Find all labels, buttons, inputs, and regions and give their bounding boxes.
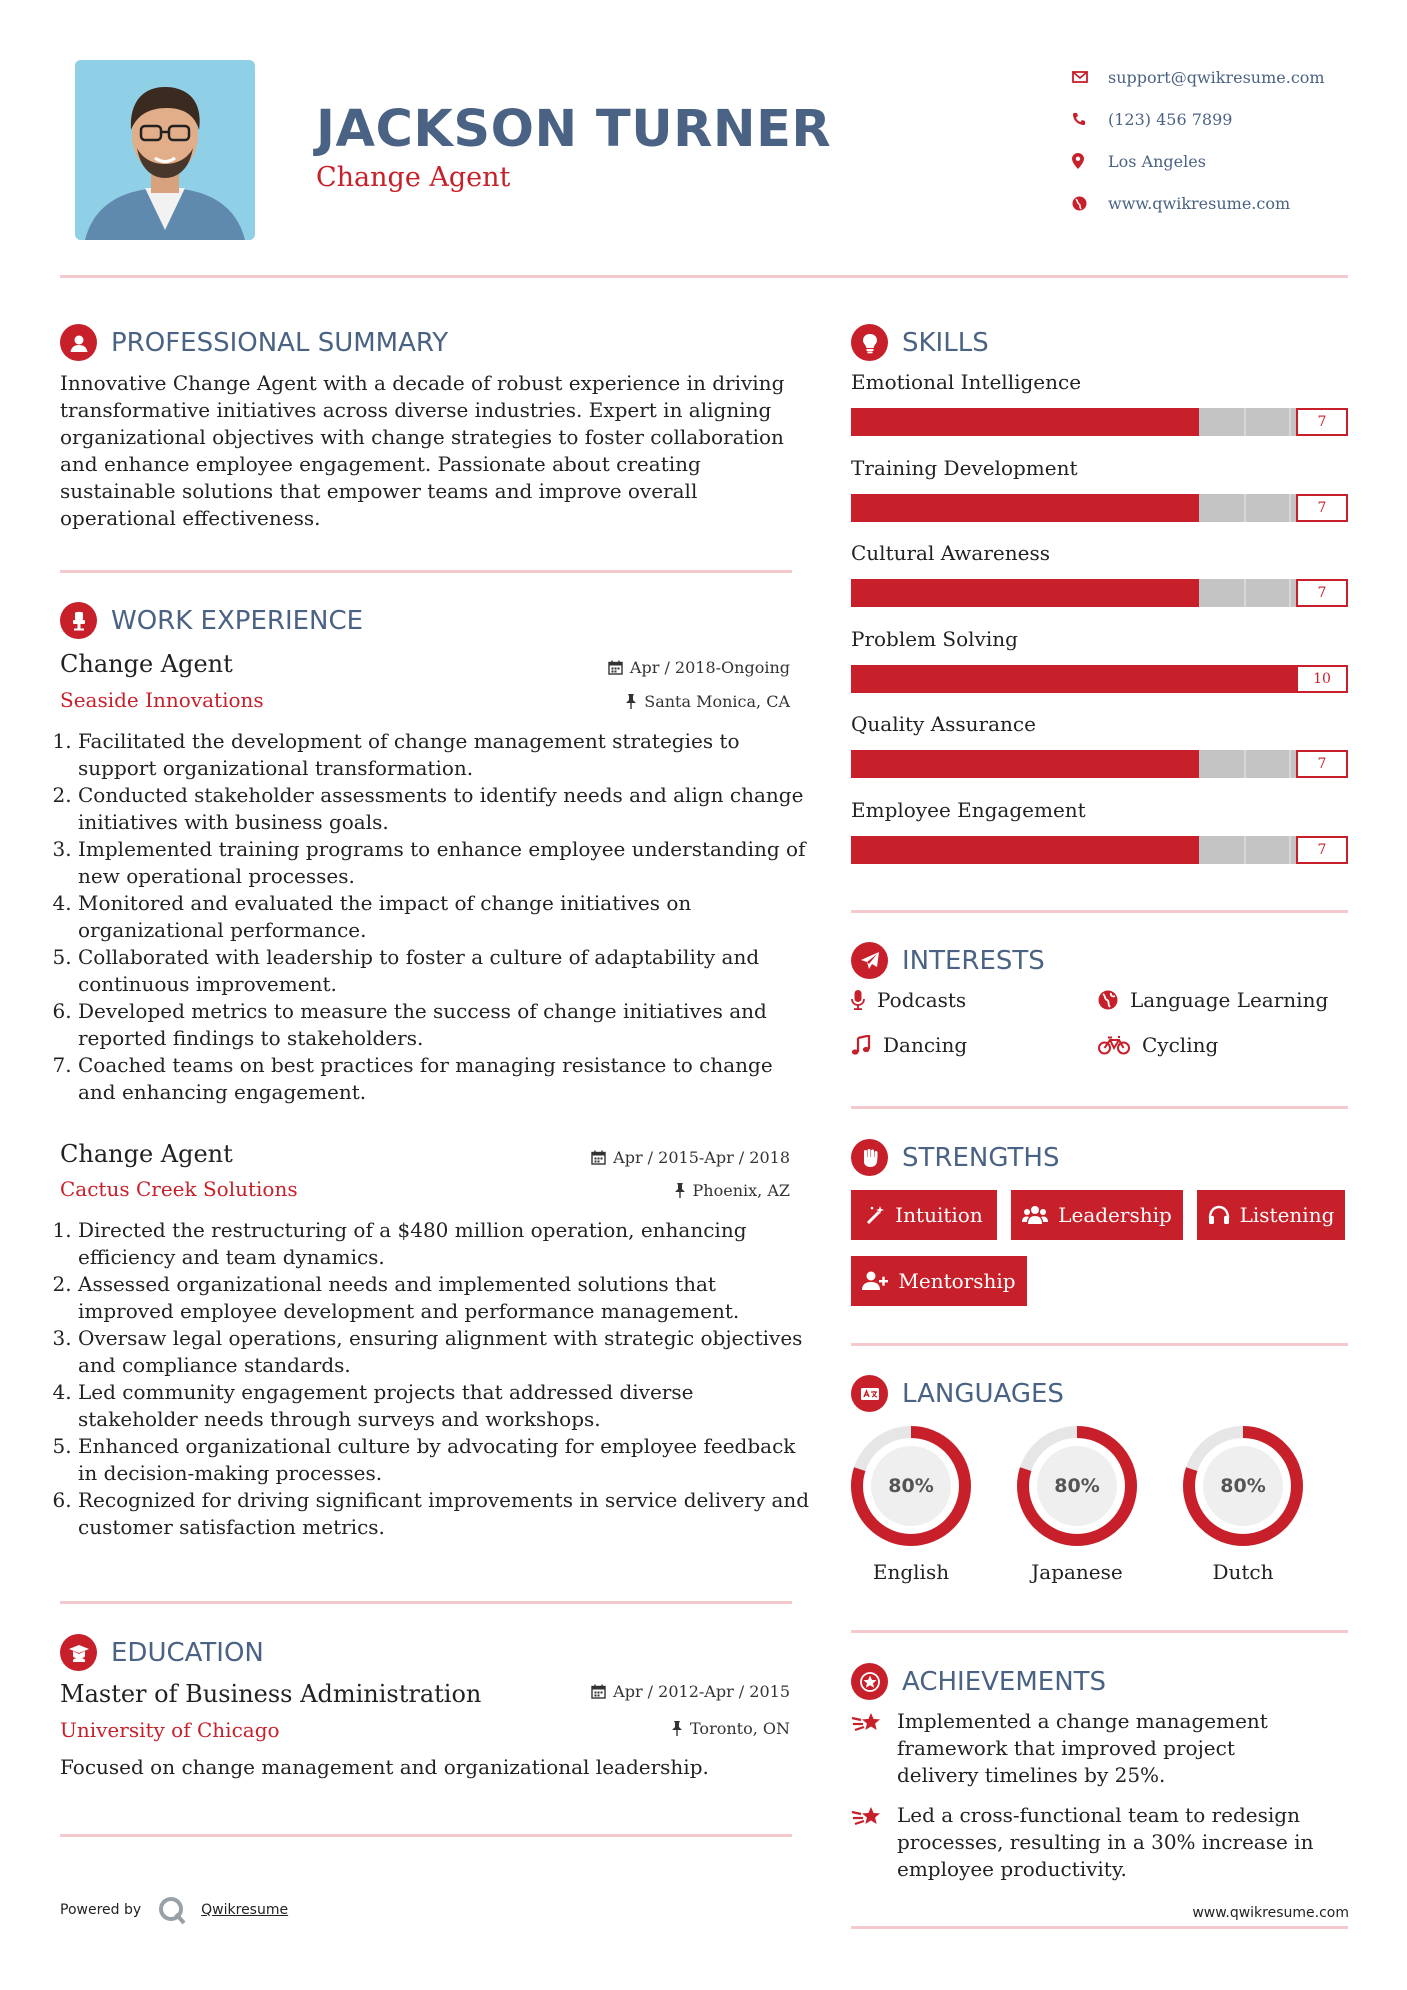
paper-plane-icon (851, 942, 888, 979)
strength-label: Intuition (895, 1203, 983, 1227)
job-2-title: Change Agent (60, 1140, 233, 1168)
interest-label: Dancing (883, 1033, 968, 1057)
skill-bar-segment (1289, 579, 1291, 607)
skill-bar (851, 494, 1348, 522)
skill-score: 7 (1296, 579, 1348, 607)
skill-bar-segment (1244, 408, 1246, 436)
strength-mentorship (851, 1256, 1027, 1306)
skill-score: 10 (1296, 665, 1348, 693)
skill-bar-segment (1289, 494, 1291, 522)
education-description: Focused on change management and organizational leadership. (60, 1755, 709, 1779)
language-item (849, 1424, 973, 1584)
skill-bar (851, 836, 1348, 864)
contact-phone[interactable] (1072, 98, 1392, 140)
profile-photo (75, 60, 255, 240)
skill-bar-segment (1289, 408, 1291, 436)
interest-label: Podcasts (877, 988, 967, 1012)
skill-name: Problem Solving (851, 626, 1018, 651)
achievements-heading-text: ACHIEVEMENTS (902, 1666, 1107, 1697)
candidate-role: Change Agent (316, 162, 511, 193)
interests-heading (851, 942, 1045, 979)
skill-bar-fill (851, 665, 1348, 693)
pushpin-icon (674, 1183, 686, 1198)
powered-by-text: Powered by (60, 1902, 142, 1918)
job-1-dates-text: Apr / 2018-Ongoing (629, 658, 790, 677)
footer-powered-by (60, 1895, 288, 1925)
languages-divider (851, 1630, 1348, 1633)
skill-score: 7 (1296, 408, 1348, 436)
job-2-location-text: Phoenix, AZ (692, 1181, 790, 1200)
shooting-star-icon (851, 1708, 897, 1789)
language-percent: 80% (1203, 1446, 1283, 1526)
footer-divider (851, 1926, 1348, 1929)
footer-website[interactable]: www.qwikresume.com (1192, 1905, 1349, 1921)
skill-bar-fill (851, 494, 1199, 522)
contact-phone-text: (123) 456 7899 (1108, 109, 1233, 129)
skill-bar-fill (851, 579, 1199, 607)
experience-heading (60, 602, 363, 639)
strength-label: Listening (1239, 1203, 1335, 1227)
skill-name: Cultural Awareness (851, 541, 1050, 565)
language-ring (1015, 1424, 1139, 1548)
job-1-location (625, 692, 790, 711)
globe-icon (1072, 196, 1108, 211)
list-item: 3. Implemented training programs to enhance employee understanding of new operational processes. (78, 836, 815, 890)
summary-divider (60, 570, 792, 573)
job-2-bullets (60, 1217, 815, 1541)
lightbulb-icon (851, 324, 888, 361)
list-item: 7. Coached teams on best practices for managing resistance to change and enhancing engagement. (78, 1052, 815, 1106)
list-item: 1. Facilitated the development of change management strategies to support organizational transformation. (78, 728, 815, 782)
job-1-bullets (60, 728, 815, 1106)
interest-label: Cycling (1142, 1033, 1219, 1057)
calendar-icon (591, 1150, 606, 1165)
header-divider (60, 275, 1348, 278)
skill-bar-segment (1244, 494, 1246, 522)
list-item: 4. Led community engagement projects that addressed diverse stakeholder needs through surveys and workshops. (78, 1379, 815, 1433)
education-dates (591, 1682, 790, 1701)
language-percent: 80% (871, 1446, 951, 1526)
summary-text: Innovative Change Agent with a decade of robust experience in driving transformative initiatives across diverse industries. Expert in aligning organizational objectives with change strategies to foster collaboration and enhance employee engagement. Passionate about creating sustainable solutions that empower teams and improve overall operational effectiveness. (60, 371, 785, 530)
headphones-icon (1208, 1205, 1230, 1225)
pushpin-icon (671, 1721, 683, 1736)
skill-score: 7 (1296, 494, 1348, 522)
job-2-dates (591, 1148, 790, 1167)
achievement-item-2 (851, 1802, 1321, 1883)
skill-bar-fill (851, 836, 1199, 864)
achievement-text: Led a cross-functional team to redesign processes, resulting in a 30% increase in employee productivity. (897, 1803, 1314, 1881)
interest-dancing (851, 1033, 967, 1057)
interest-cycling (1098, 1033, 1218, 1057)
education-heading (60, 1634, 264, 1671)
calendar-icon (608, 660, 623, 675)
job-2-company: Cactus Creek Solutions (60, 1177, 298, 1201)
candidate-name: JACKSON TURNER (316, 100, 832, 159)
skill-name: Quality Assurance (851, 712, 1036, 736)
interest-podcasts (851, 988, 966, 1012)
contact-website[interactable] (1072, 182, 1392, 224)
language-item (1015, 1424, 1139, 1584)
language-name: Japanese (1031, 1560, 1123, 1584)
graduate-icon (60, 1634, 97, 1671)
languages-heading (851, 1375, 1064, 1412)
phone-icon (1072, 112, 1108, 126)
list-item: 5. Collaborated with leadership to foster a culture of adaptability and continuous improvement. (78, 944, 815, 998)
strengths-divider (851, 1343, 1348, 1346)
translate-icon (851, 1375, 888, 1412)
strength-label: Leadership (1058, 1203, 1172, 1227)
interests-heading-text: INTERESTS (902, 945, 1045, 976)
achievement-item-1 (851, 1708, 1321, 1789)
shooting-star-icon (851, 1802, 897, 1883)
map-pin-icon (1072, 153, 1108, 169)
contact-location-text: Los Angeles (1108, 151, 1206, 171)
envelope-icon (1072, 71, 1108, 83)
education-divider (60, 1834, 792, 1837)
skills-divider (851, 910, 1348, 913)
globe-icon (1098, 990, 1118, 1010)
strength-intuition (851, 1190, 997, 1240)
language-item (1181, 1424, 1305, 1584)
fist-icon (851, 1139, 888, 1176)
contact-website-text: www.qwikresume.com (1108, 193, 1291, 213)
contact-email-text: support@qwikresume.com (1108, 67, 1325, 87)
education-location (671, 1719, 790, 1738)
skill-name: Employee Engagement (851, 797, 1086, 822)
user-icon (60, 324, 97, 361)
pushpin-icon (625, 694, 637, 709)
strength-label: Mentorship (898, 1269, 1016, 1293)
interest-language-learning (1098, 988, 1328, 1012)
languages-heading-text: LANGUAGES (902, 1378, 1064, 1409)
users-icon (1022, 1205, 1048, 1225)
education-degree: Master of Business Administration (60, 1680, 482, 1708)
skill-score: 7 (1296, 750, 1348, 778)
contact-list (1072, 56, 1392, 224)
experience-divider (60, 1601, 792, 1604)
education-location-text: Toronto, ON (690, 1719, 790, 1738)
job-2-location (674, 1181, 790, 1200)
qwikresume-link[interactable]: Qwikresume (201, 1902, 289, 1918)
skill-bar-segment (1289, 750, 1291, 778)
list-item: 2. Conducted stakeholder assessments to identify needs and align change initiatives with business goals. (78, 782, 815, 836)
list-item: 5. Enhanced organizational culture by advocating for employee feedback in decision-making processes. (78, 1433, 815, 1487)
contact-location (1072, 140, 1392, 182)
experience-heading-text: WORK EXPERIENCE (111, 605, 364, 636)
skill-bar (851, 579, 1348, 607)
language-ring (1181, 1424, 1305, 1548)
skill-bar-fill (851, 750, 1199, 778)
job-1-title: Change Agent (60, 650, 233, 678)
list-item: 1. Directed the restructuring of a $480 million operation, enhancing efficiency and team dynamics. (78, 1217, 815, 1271)
language-name: English (872, 1560, 950, 1584)
strengths-heading (851, 1139, 1060, 1176)
summary-heading (60, 324, 448, 361)
briefcase-icon (60, 602, 97, 639)
education-dates-text: Apr / 2012-Apr / 2015 (613, 1682, 790, 1701)
skills-heading (851, 324, 989, 361)
qwikresume-logo-icon (157, 1895, 187, 1925)
job-1-dates (608, 658, 790, 677)
skill-bar-segment (1244, 750, 1246, 778)
language-name: Dutch (1212, 1560, 1274, 1584)
star-badge-icon (851, 1663, 888, 1700)
skill-bar-fill (851, 408, 1199, 436)
skill-name: Training Development (851, 455, 1078, 480)
job-1-company: Seaside Innovations (60, 688, 264, 712)
job-1-location-text: Santa Monica, CA (644, 692, 790, 711)
language-percent: 80% (1037, 1446, 1117, 1526)
language-ring (849, 1424, 973, 1548)
calendar-icon (591, 1684, 606, 1699)
bicycle-icon (1098, 1035, 1130, 1055)
skill-bar (851, 665, 1348, 693)
music-note-icon (851, 1035, 871, 1055)
education-school: University of Chicago (60, 1718, 280, 1742)
list-item: 6. Developed metrics to measure the success of change initiatives and reported findings to stakeholders. (78, 998, 815, 1052)
strength-leadership (1011, 1190, 1183, 1240)
skill-bar-segment (1289, 836, 1291, 864)
skill-bar (851, 408, 1348, 436)
job-2-dates-text: Apr / 2015-Apr / 2018 (613, 1148, 790, 1167)
skill-name: Emotional Intelligence (851, 370, 1082, 394)
list-item: 4. Monitored and evaluated the impact of change initiatives on organizational performance. (78, 890, 815, 944)
list-item: 3. Oversaw legal operations, ensuring alignment with strategic objectives and compliance standards. (78, 1325, 815, 1379)
user-plus-icon (862, 1271, 888, 1291)
contact-email[interactable] (1072, 56, 1392, 98)
skill-bar-segment (1244, 836, 1246, 864)
list-item: 6. Recognized for driving significant improvements in service delivery and customer satisfaction metrics. (78, 1487, 815, 1541)
skill-bar (851, 750, 1348, 778)
summary-heading-text: PROFESSIONAL SUMMARY (111, 327, 449, 358)
skill-bar-segment (1244, 579, 1246, 607)
list-item: 2. Assessed organizational needs and implemented solutions that improved employee development and performance management. (78, 1271, 815, 1325)
interests-divider (851, 1106, 1348, 1109)
strengths-heading-text: STRENGTHS (902, 1142, 1060, 1173)
achievement-text: Implemented a change management framework that improved project delivery timelines by 25%. (897, 1709, 1268, 1787)
microphone-icon (851, 990, 865, 1010)
education-heading-text: EDUCATION (111, 1637, 264, 1668)
skills-heading-text: SKILLS (902, 327, 989, 358)
interest-label: Language Learning (1130, 988, 1329, 1012)
magic-wand-icon (865, 1205, 885, 1225)
achievements-heading (851, 1663, 1106, 1700)
skill-score: 7 (1296, 836, 1348, 864)
strength-listening (1197, 1190, 1345, 1240)
